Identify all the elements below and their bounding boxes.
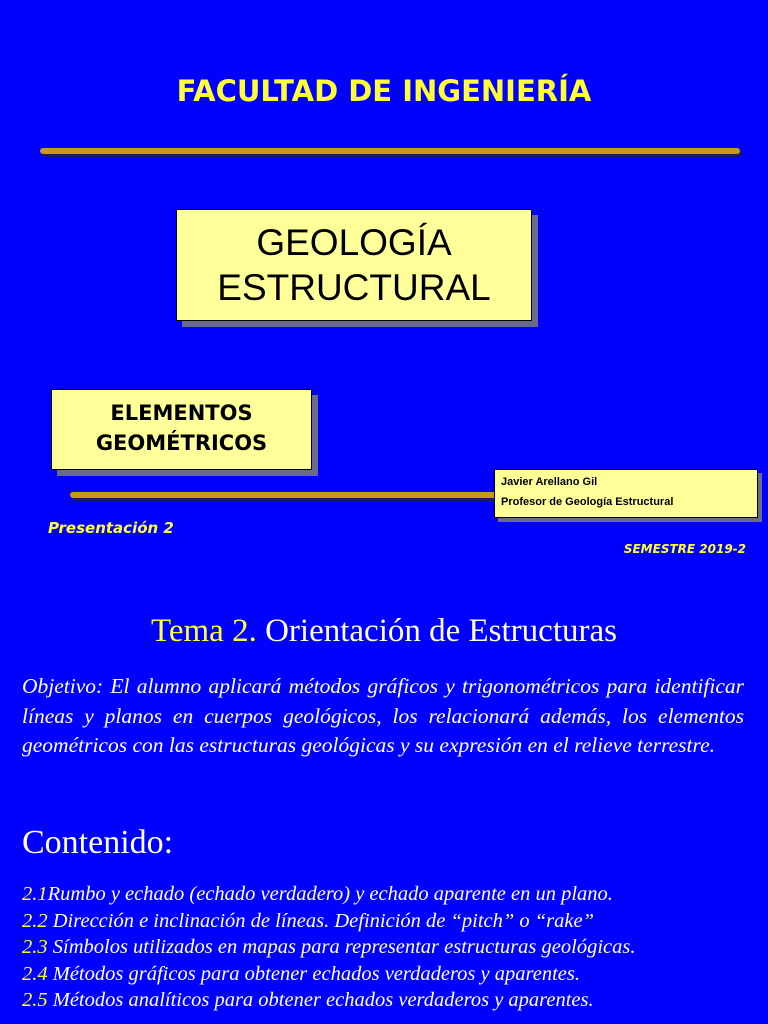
list-item (22, 987, 762, 1014)
topic-line2: GEOMÉTRICOS (95, 431, 268, 455)
topic-box (51, 389, 312, 470)
list-item (22, 908, 762, 935)
presentation-label: Presentación 2 (48, 519, 174, 537)
list-item (22, 881, 762, 908)
tema-heading (0, 613, 768, 650)
author-role: Profesor de Geología Estructural (501, 496, 674, 508)
item-text: Dirección e inclinación de líneas. Definición de “pitch” o “rake” (47, 909, 595, 932)
author-box (494, 469, 758, 518)
item-text: Símbolos utilizados en mapas para representar estructuras geológicas. (47, 936, 636, 958)
top-divider (40, 148, 740, 154)
item-number: 2.4 (22, 962, 48, 985)
topic-line1: ELEMENTOS (110, 401, 253, 425)
item-text: Métodos gráficos para obtener echados verdaderos y aparentes. (47, 962, 580, 985)
item-number: 2.5 (22, 989, 48, 1011)
semester-label: SEMESTRE 2019-2 (623, 542, 746, 556)
objective-paragraph: Objetivo: El alumno aplicará métodos gráficos y trigonométricos para identificar líneas y planos en cuerpos geológicos, los relacionará además, los elementos geométricos con las estructuras geológicas y su expresión en el relieve terrestre. (22, 674, 744, 757)
faculty-title: FACULTAD DE INGENIERÍA (176, 74, 592, 108)
course-title-line2: ESTRUCTURAL (217, 267, 491, 308)
contents-heading: Contenido: (22, 824, 174, 861)
list-item (22, 961, 762, 988)
contents-list (22, 881, 762, 1014)
tema-number: Tema 2. (151, 613, 257, 649)
item-text: Rumbo y echado (echado verdadero) y echado aparente en un plano. (47, 883, 613, 905)
list-item (22, 934, 762, 961)
tema-title: Orientación de Estructuras (256, 613, 617, 649)
item-number: 2.3 (22, 936, 48, 958)
item-number: 2.1 (22, 883, 48, 905)
course-title-box (176, 209, 532, 321)
course-title-line1: GEOLOGÍA (256, 222, 452, 263)
item-text: Métodos analíticos para obtener echados verdaderos y aparentes. (47, 989, 594, 1011)
author-name: Javier Arellano Gil (501, 476, 598, 488)
item-number: 2.2 (22, 909, 48, 932)
